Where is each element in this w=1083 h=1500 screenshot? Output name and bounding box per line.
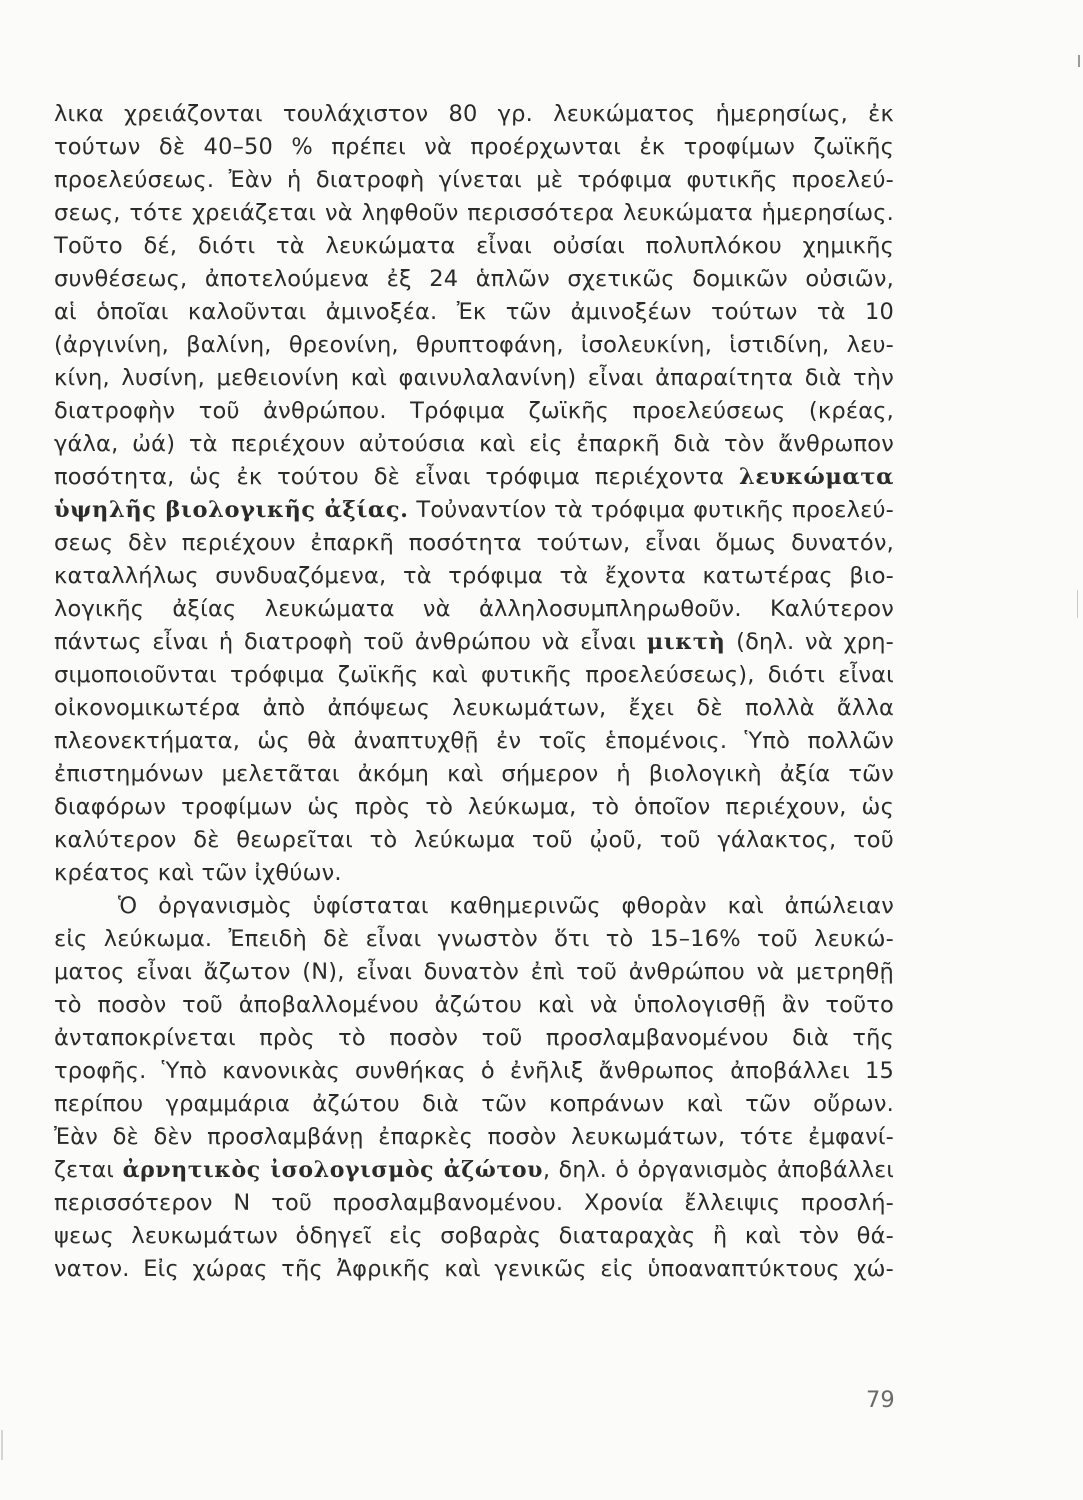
line-text: Ὁ ὀργανισμὸς ὑφίσταται καθημερινῶς φθορὰν καὶ ἀπώλειαν <box>118 893 894 919</box>
line-text: σιμοποιοῦνται τρόφιμα ζωϊκῆς καὶ φυτικῆς προελεύσεως), διότι εἶναι <box>54 662 894 688</box>
body-text <box>54 98 894 1286</box>
text-line <box>54 1187 894 1220</box>
text-line <box>54 395 894 428</box>
text-line <box>54 1055 894 1088</box>
line-text: πλεονεκτήματα, ὡς θὰ ἀναπτυχθῇ ἐν τοῖς ἑπομένοις. Ὑπὸ πολλῶν <box>54 728 894 754</box>
line-text: λικα χρειάζονται τουλάχιστον 80 γρ. λευκώματος ἡμερησίως, ἐκ <box>54 101 894 127</box>
line-text: οἰκονομικωτέρα ἀπὸ ἀπόψεως λευκωμάτων, ἔχει δὲ πολλὰ ἄλλα <box>54 695 894 721</box>
text-line <box>54 428 894 461</box>
text-line <box>54 791 894 824</box>
line-text: νατον. Εἰς χώρας τῆς Ἀφρικῆς καὶ γενικῶς εἰς ὑποαναπτύκτους χώ- <box>54 1256 894 1282</box>
text-line <box>54 1154 894 1187</box>
line-text: Τοῦτο δέ, διότι τὰ λευκώματα εἶναι οὐσίαι πολυπλόκου χημικῆς <box>54 233 894 259</box>
text-line <box>54 362 894 395</box>
page-number: 79 <box>866 1387 895 1413</box>
text-line <box>54 923 894 956</box>
line-text: Ἐὰν δὲ δὲν προσλαμβάνῃ ἐπαρκὲς ποσὸν λευκωμάτων, τότε ἐμφανί- <box>54 1124 894 1150</box>
text-line <box>54 197 894 230</box>
text-line <box>54 461 894 494</box>
line-text: διατροφὴν τοῦ ἀνθρώπου. Τρόφιμα ζωϊκῆς προελεύσεως (κρέας, <box>54 398 894 424</box>
line-text: σεως δὲν περιέχουν ἐπαρκῆ ποσότητα τούτων, εἶναι ὅμως δυνατόν, <box>54 530 894 556</box>
text-line <box>54 1022 894 1055</box>
text-line <box>54 1088 894 1121</box>
scan-edge-mark <box>1077 590 1078 618</box>
line-text: (ἀργινίνη, βαλίνη, θρεονίνη, θρυπτοφάνη, ἰσολευκίνη, ἱστιδίνη, λευ- <box>54 332 894 358</box>
line-text: περίπου γραμμάρια ἀζώτου διὰ τῶν κοπράνων καὶ τῶν οὔρων. <box>54 1091 894 1117</box>
line-text: καταλλήλως συνδυαζόμενα, τὰ τρόφιμα τὰ ἔχοντα κατωτέρας βιο- <box>54 563 894 589</box>
text-line <box>54 857 894 890</box>
text-line <box>54 725 894 758</box>
text-line <box>54 989 894 1022</box>
text-line <box>54 494 894 527</box>
text-line <box>54 296 894 329</box>
line-text: τὸ ποσὸν τοῦ ἀποβαλλομένου ἀζώτου καὶ νὰ ὑπολογισθῇ ἂν τοῦτο <box>54 992 894 1018</box>
line-text: πάντως εἶναι ἡ διατροφὴ τοῦ ἀνθρώπου νὰ εἶναι <box>54 629 647 655</box>
line-text: σεως, τότε χρειάζεται νὰ ληφθοῦν περισσότερα λευκώματα ἡμερησίως. <box>54 200 894 226</box>
text-line <box>54 164 894 197</box>
text-line <box>54 263 894 296</box>
line-text: γάλα, ὠά) τὰ περιέχουν αὐτούσια καὶ εἰς ἐπαρκῆ διὰ τὸν ἄνθρωπον <box>54 431 894 457</box>
text-line <box>54 1253 894 1286</box>
text-line <box>54 692 894 725</box>
line-text: ποσότητα, ὡς ἐκ τούτου δὲ εἶναι τρόφιμα περιέχοντα <box>54 464 739 490</box>
line-text: τροφῆς. Ὑπὸ κανονικὰς συνθήκας ὁ ἐνῆλιξ ἄνθρωπος ἀποβάλλει 15 <box>54 1058 894 1084</box>
text-line <box>54 98 894 131</box>
line-text: καλύτερον δὲ θεωρεῖται τὸ λεύκωμα τοῦ ᾠοῦ, τοῦ γάλακτος, τοῦ <box>54 827 894 853</box>
text-line <box>54 626 894 659</box>
line-text: Τοὐναντίον τὰ τρόφιμα φυτικῆς προελεύ- <box>408 497 895 523</box>
line-text: λογικῆς ἀξίας λευκώματα νὰ ἀλληλοσυμπληρωθοῦν. Καλύτερον <box>54 596 894 622</box>
text-line <box>54 593 894 626</box>
line-text: αἱ ὁποῖαι καλοῦνται ἀμινοξέα. Ἐκ τῶν ἀμινοξέων τούτων τὰ 10 <box>54 299 894 325</box>
text-line <box>54 758 894 791</box>
bold-phrase: μικτὴ <box>646 629 726 655</box>
line-text: συνθέσεως, ἀποτελούμενα ἐξ 24 ἁπλῶν σχετικῶς δομικῶν οὐσιῶν, <box>54 266 894 292</box>
text-line <box>54 890 894 923</box>
line-text: περισσότερον Ν τοῦ προσλαμβανομένου. Χρονία ἔλλειψις προσλή- <box>54 1190 894 1216</box>
text-line <box>54 659 894 692</box>
text-line <box>54 1121 894 1154</box>
line-text: ζεται <box>54 1158 123 1183</box>
line-text: ἐπιστημόνων μελετᾶται ἀκόμη καὶ σήμερον ἡ βιολογικὴ ἀξία τῶν <box>54 761 894 787</box>
scan-edge-mark <box>1 1430 3 1460</box>
text-line <box>54 329 894 362</box>
line-text: ἀνταποκρίνεται πρὸς τὸ ποσὸν τοῦ προσλαμβανομένου διὰ τῆς <box>54 1025 894 1051</box>
line-text: ψεως λευκωμάτων ὁδηγεῖ εἰς σοβαρὰς διαταραχὰς ἢ καὶ τὸν θά- <box>54 1223 894 1249</box>
line-text: εἰς λεύκωμα. Ἐπειδὴ δὲ εἶναι γνωστὸν ὅτι τὸ 15–16% τοῦ λευκώ- <box>54 926 894 952</box>
text-line <box>54 824 894 857</box>
line-text: ματος εἶναι ἄζωτον (Ν), εἶναι δυνατὸν ἐπὶ τοῦ ἀνθρώπου νὰ μετρηθῇ <box>54 959 894 985</box>
bold-phrase: ἀρνητικὸς ἰσολογισμὸς ἀζώτου <box>122 1157 543 1183</box>
text-line <box>54 560 894 593</box>
line-text: κίνη, λυσίνη, μεθειονίνη καὶ φαινυλαλανίνη) εἶναι ἀπαραίτητα διὰ τὴν <box>54 365 894 391</box>
text-line <box>54 956 894 989</box>
text-line <box>54 1220 894 1253</box>
line-text: κρέατος καὶ τῶν ἰχθύων. <box>54 860 342 886</box>
text-line <box>54 527 894 560</box>
line-text: διαφόρων τροφίμων ὡς πρὸς τὸ λεύκωμα, τὸ ὁποῖον περιέχουν, ὡς <box>54 794 894 820</box>
line-text: (δηλ. νὰ χρη- <box>725 629 894 655</box>
line-text: , δηλ. ὁ ὀργανισμὸς ἀποβάλλει <box>542 1158 894 1183</box>
text-line <box>54 131 894 164</box>
line-text: τούτων δὲ 40–50 % πρέπει νὰ προέρχωνται ἐκ τροφίμων ζωϊκῆς <box>54 134 894 160</box>
bold-phrase: λευκώματα <box>739 464 894 490</box>
text-line <box>54 230 894 263</box>
scan-edge-mark <box>1078 55 1080 67</box>
line-text: προελεύσεως. Ἐὰν ἡ διατροφὴ γίνεται μὲ τρόφιμα φυτικῆς προελεύ- <box>54 167 894 193</box>
bold-phrase: ὑψηλῆς βιολογικῆς ἀξίας. <box>54 497 409 523</box>
